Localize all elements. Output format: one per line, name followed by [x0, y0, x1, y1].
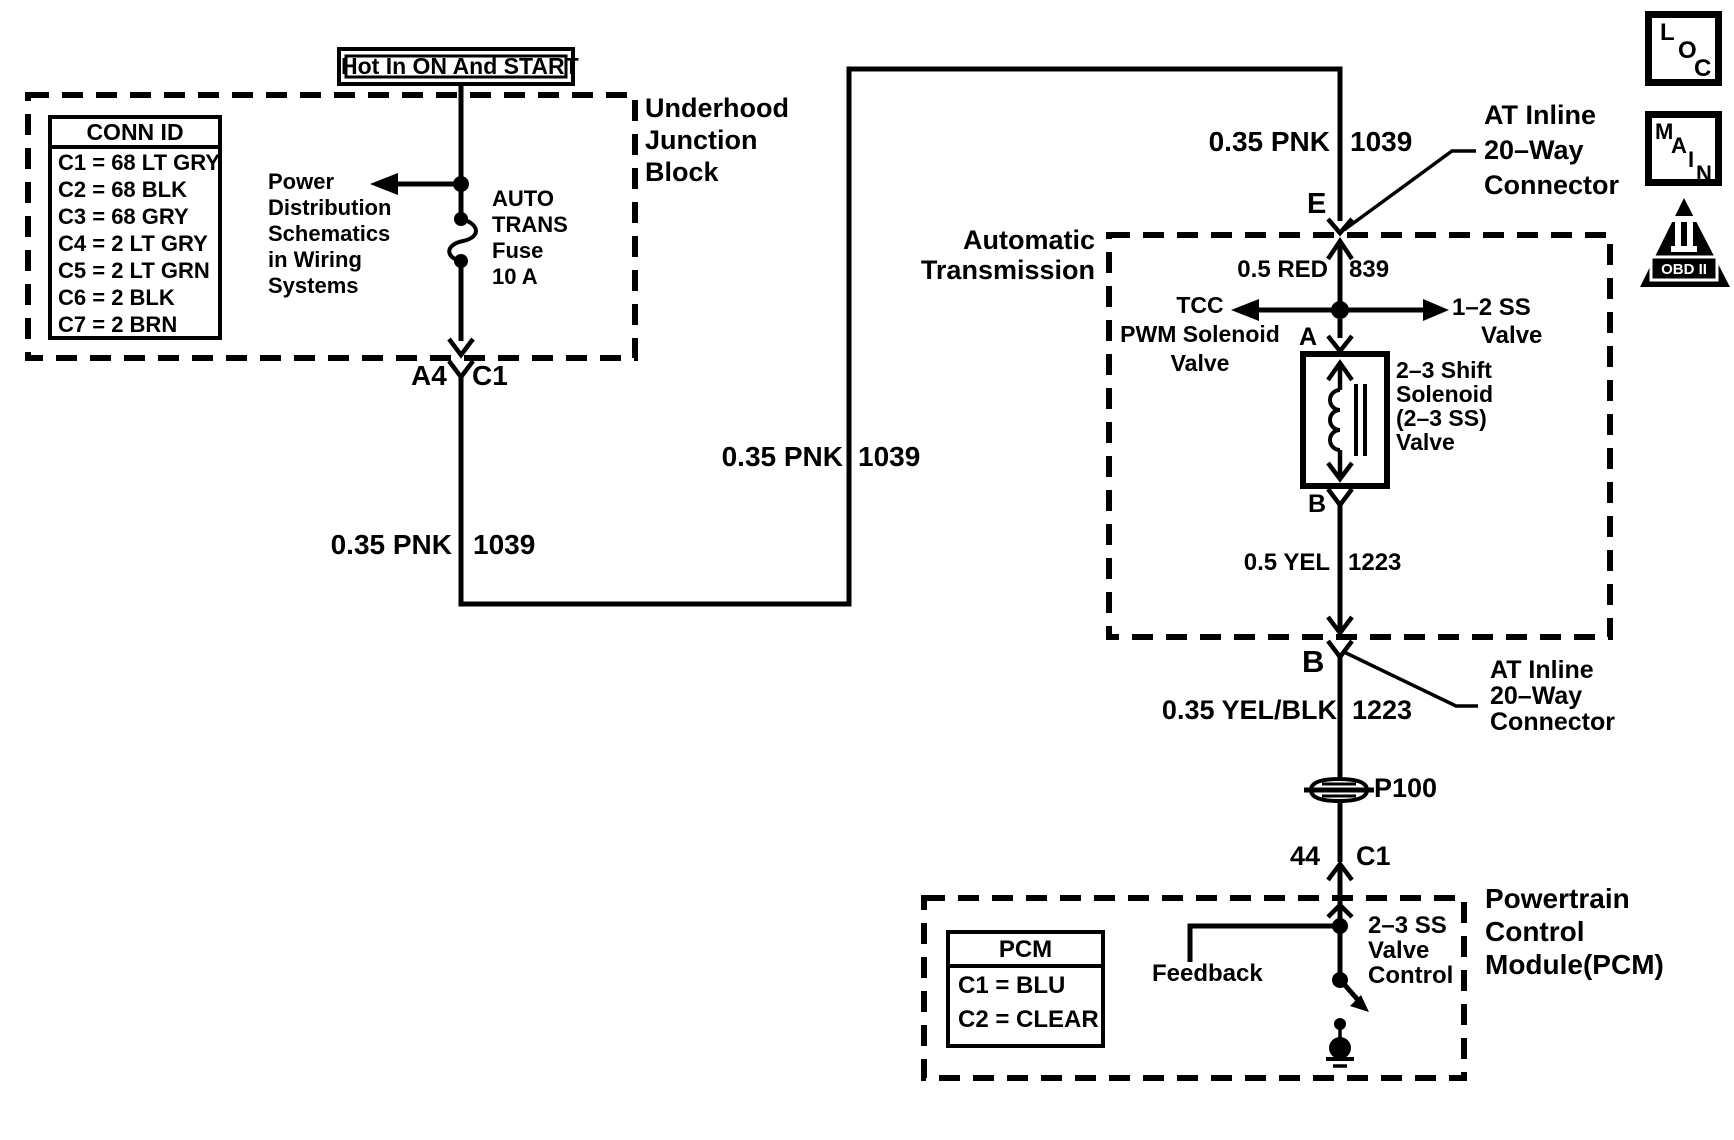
label-line: Automatic — [962, 225, 1095, 255]
icon-letter: I — [1688, 147, 1695, 172]
note-line: Systems — [268, 273, 359, 298]
table-row: C6 = 2 BLK — [58, 285, 175, 310]
icon-letter: O — [1678, 37, 1697, 64]
pin-b-connector: B — [1302, 644, 1325, 679]
label-line: Valve — [1396, 429, 1455, 455]
p100-grommet-icon — [1304, 779, 1374, 801]
wire-label-spec: 0.5 YEL — [1243, 549, 1330, 576]
pin-c1: C1 — [472, 360, 508, 391]
conn-id-header: CONN ID — [86, 119, 184, 145]
table-row: C7 = 2 BRN — [58, 312, 178, 337]
label-line: Control — [1368, 962, 1454, 989]
wire-label-spec: 0.35 YEL/BLK — [1161, 695, 1337, 725]
fuse-label-line: 10 A — [492, 264, 538, 289]
icon-letter: C — [1694, 55, 1712, 82]
pcm-table-header: PCM — [998, 936, 1053, 963]
note-line: in Wiring — [268, 247, 362, 272]
icon-letter: N — [1696, 161, 1712, 186]
label-line: Valve — [1368, 937, 1430, 964]
label-line: Connector — [1484, 170, 1619, 200]
table-row: C1 = BLU — [958, 972, 1066, 999]
note-line: Distribution — [268, 195, 392, 220]
wire-label-spec: 0.35 PNK — [330, 529, 452, 560]
label-line: Module(PCM) — [1485, 949, 1664, 980]
note-line: Power — [268, 169, 335, 194]
wire-label-circuit: 1039 — [473, 529, 536, 560]
table-row: C5 = 2 LT GRN — [58, 258, 210, 283]
label-line: Valve — [1481, 322, 1543, 349]
wire-label-circuit: 1039 — [1350, 126, 1413, 157]
pin-a4: A4 — [411, 360, 447, 391]
loc-icon[interactable] — [1645, 11, 1722, 86]
pin-44: 44 — [1290, 841, 1321, 871]
label-line: 20–Way — [1490, 682, 1583, 710]
table-row: C2 = CLEAR — [958, 1006, 1099, 1033]
label-line: Connector — [1490, 708, 1615, 736]
icon-letter: A — [1671, 133, 1687, 158]
fuse-icon — [449, 212, 476, 268]
main-icon[interactable] — [1645, 111, 1722, 186]
label-line: 2–3 Shift — [1396, 357, 1492, 383]
connector-e-icon — [1328, 151, 1476, 233]
fuse-label-line: TRANS — [492, 212, 568, 237]
icon-letter: L — [1660, 19, 1675, 46]
underhood-label-line: Block — [645, 157, 719, 187]
hot-feed-label: Hot In ON And START — [341, 53, 579, 79]
label-line: (2–3 SS) — [1396, 405, 1487, 431]
wire-label-circuit: 839 — [1349, 256, 1390, 283]
pin-b-solenoid: B — [1308, 490, 1327, 518]
fuse-label-line: Fuse — [492, 238, 544, 263]
pin-e: E — [1307, 188, 1327, 220]
table-row: C2 = 68 BLK — [58, 177, 187, 202]
label-line: Transmission — [920, 255, 1095, 285]
table-row: C1 = 68 LT GRY — [58, 150, 220, 175]
pin-c1-pcm: C1 — [1356, 841, 1391, 871]
note-line: Schematics — [268, 221, 391, 246]
obd2-banner-label: OBD II — [1661, 261, 1707, 278]
p100-label: P100 — [1374, 773, 1438, 803]
label-line: Solenoid — [1396, 381, 1494, 407]
fuse-label-line: AUTO — [492, 186, 554, 211]
table-row: C4 = 2 LT GRY — [58, 231, 208, 256]
label-line: AT Inline — [1484, 100, 1596, 130]
wire-label-circuit: 1039 — [858, 441, 921, 472]
wire-label-spec: 0.35 PNK — [1208, 126, 1330, 157]
pin-a: A — [1299, 323, 1318, 351]
wire-label-circuit: 1223 — [1348, 549, 1402, 576]
feedback-label: Feedback — [1152, 960, 1263, 987]
underhood-label-line: Junction — [645, 125, 758, 155]
wire-label-spec: 0.5 RED — [1237, 256, 1328, 283]
label-line: 20–Way — [1484, 135, 1584, 165]
power-distribution-arrow — [370, 173, 469, 195]
label-line: Valve — [1170, 350, 1230, 376]
wire-label-circuit: 1223 — [1352, 695, 1413, 725]
label-line: Powertrain — [1485, 883, 1630, 914]
underhood-label-line: Underhood — [645, 93, 789, 123]
label-line: 2–3 SS — [1368, 912, 1447, 939]
table-row: C3 = 68 GRY — [58, 204, 189, 229]
label-line: AT Inline — [1490, 656, 1594, 684]
label-line: TCC — [1176, 292, 1224, 318]
label-line: Control — [1485, 916, 1585, 947]
wire-label-spec: 0.35 PNK — [721, 441, 843, 472]
icon-letter: M — [1655, 119, 1674, 144]
label-line: PWM Solenoid — [1120, 321, 1280, 347]
label-line: 1–2 SS — [1452, 294, 1531, 321]
